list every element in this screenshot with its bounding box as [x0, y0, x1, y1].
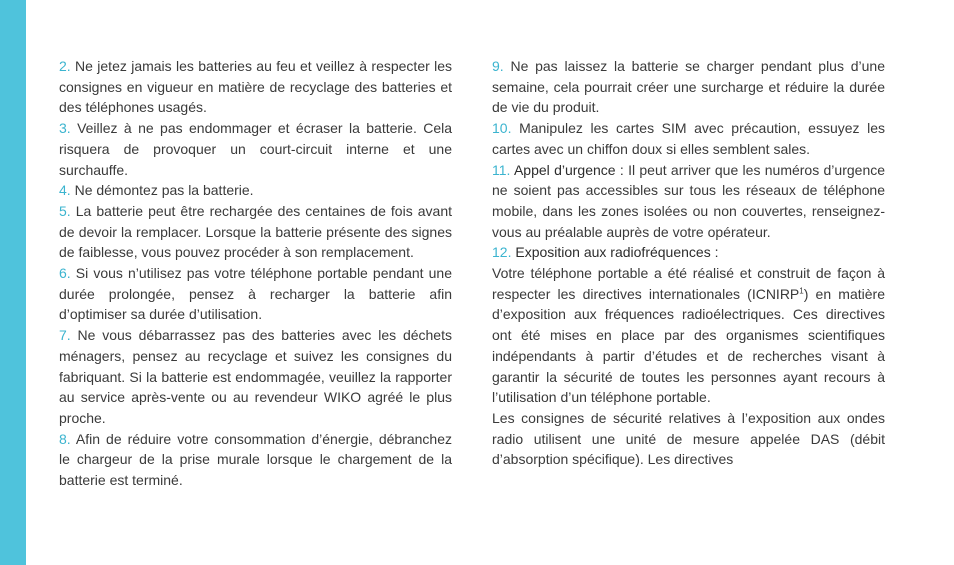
paragraph-text-end: ) en matière d’exposition aux fréquences radioélectriques. Ces directives ont été mises en place par des organismes scientifiques indépendants à partir d’études et de recherches visant à garantir la sécurité de toutes les personnes ayant recours à l’utilisation d’un téléphone portable. — [492, 285, 885, 406]
footnote-marker: 1 — [799, 286, 804, 296]
item-text: Ne vous débarrassez pas des batteries avec les déchets ménagers, pensez au recyclage et suivez les consignes du fabriquant. Si la batterie est endommagée, veuillez la rapporter au service après-vente ou au revendeur WIKO agréé le plus proche. — [59, 327, 452, 426]
item-5 — [59, 201, 452, 263]
left-column — [59, 56, 452, 491]
item-11 — [492, 160, 885, 243]
item-text: Afin de réduire votre consommation d’énergie, débranchez le chargeur de la prise murale lorsque le chargement de la batterie est terminé. — [59, 430, 452, 489]
item-number: 11. — [492, 161, 511, 178]
item-text: Manipulez les cartes SIM avec précaution, essuyez les cartes avec un chiffon doux si elles semblent sales. — [492, 120, 886, 157]
item-3 — [59, 118, 452, 180]
item-12-paragraph-2 — [492, 408, 885, 470]
item-7 — [59, 325, 452, 429]
paragraph-text: Les consignes de sécurité relatives à l’exposition aux ondes radio utilisent une unité de mesure appelée DAS (débit d’absorption spécifique). Les directives — [492, 409, 885, 468]
item-12-heading — [492, 242, 885, 263]
item-number: 6. — [59, 265, 71, 282]
item-number: 5. — [59, 202, 71, 219]
right-column — [492, 56, 885, 470]
item-number: 9. — [492, 58, 504, 74]
item-number: 3. — [59, 120, 71, 137]
side-accent-bar — [0, 0, 26, 565]
item-10 — [492, 118, 885, 159]
item-text: Veillez à ne pas endommager et écraser la batterie. Cela risquera de provoquer un court-circuit interne et une surchauffe. — [59, 120, 453, 178]
item-8 — [59, 429, 452, 491]
item-number: 4. — [59, 182, 71, 199]
item-number: 12. — [492, 244, 512, 261]
item-heading: Exposition aux radiofréquences : — [515, 244, 719, 261]
item-text: Il peut arriver que les numéros d’urgence ne soient pas accessibles sur tous les réseaux de téléphone mobile, dans les zones isolées ou non couvertes, renseignez-vous au préalable auprès de votre opérateur. — [492, 161, 886, 240]
item-6 — [59, 263, 452, 325]
item-number: 10. — [492, 120, 512, 137]
item-number: 7. — [59, 327, 71, 344]
item-text: Ne pas laissez la batterie se charger pendant plus d’une semaine, cela pourrait créer une surcharge et réduire la durée de vie du produit. — [492, 58, 885, 116]
item-2 — [59, 56, 452, 118]
item-4 — [59, 180, 452, 201]
item-12-paragraph-1 — [492, 263, 885, 408]
item-number: 8. — [59, 430, 71, 447]
item-heading: Appel d’urgence : — [513, 161, 624, 178]
item-text: La batterie peut être rechargée des centaines de fois avant de devoir la remplacer. Lorsque la batterie présente des signes de faiblesse, vous pouvez procéder à son remplacement. — [59, 202, 452, 261]
item-number: 2. — [59, 58, 71, 74]
item-text: Ne démontez pas la batterie. — [74, 182, 254, 199]
item-9 — [492, 56, 885, 118]
paragraph-text-start: Votre téléphone portable a été réalisé et construit de façon à respecter les directives internationales (ICNIRP — [492, 265, 885, 302]
item-text: Si vous n’utilisez pas votre téléphone portable pendant une durée prolongée, pensez à recharger la batterie afin d’optimiser sa durée d’utilisation. — [59, 265, 452, 323]
item-text: Ne jetez jamais les batteries au feu et veillez à respecter les consignes en vigueur en matière de recyclage des batteries et des téléphones usagés. — [59, 58, 453, 116]
